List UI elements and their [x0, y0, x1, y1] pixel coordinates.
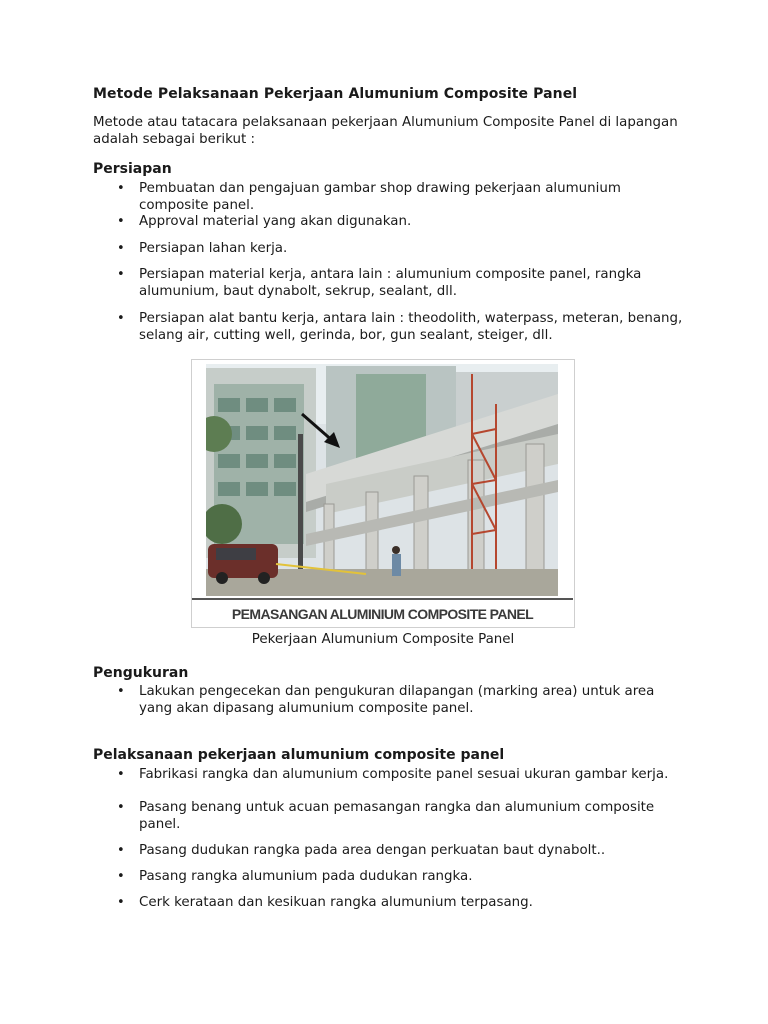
- list-item: [93, 213, 411, 230]
- list-item-text: Pasang benang untuk acuan pemasangan rangka dan alumunium composite panel.: [139, 800, 655, 832]
- bullet-icon: •: [117, 895, 125, 910]
- construction-photo: [206, 364, 558, 596]
- bullet-icon: •: [117, 869, 125, 884]
- list-item-text: Pasang dudukan rangka pada area dengan perkuatan baut dynabolt..: [139, 843, 606, 858]
- list-item: [93, 683, 683, 717]
- list-item-text: Persiapan lahan kerja.: [139, 241, 288, 256]
- list-item-text: Lakukan pengecekan dan pengukuran dilapangan (marking area) untuk area yang akan dipasang alumunium composite panel.: [139, 684, 655, 716]
- heading-pengukuran: Pengukuran: [93, 665, 189, 681]
- bullet-icon: •: [117, 767, 125, 782]
- list-item-text: Cerk kerataan dan kesikuan rangka alumunium terpasang.: [139, 895, 533, 910]
- photo-label: PEMASANGAN ALUMINIUM COMPOSITE PANEL: [192, 598, 573, 628]
- list-item-text: Persiapan alat bantu kerja, antara lain : theodolith, waterpass, meteran, benang, selang air, cutting well, gerinda, bor, gun sealant, steiger, dll.: [139, 311, 683, 343]
- intro-paragraph: Metode atau tatacara pelaksanaan pekerjaan Alumunium Composite Panel di lapangan adalah sebagai berikut :: [93, 115, 678, 147]
- construction-photo-drawing: [206, 364, 558, 596]
- list-item: [93, 868, 473, 885]
- list-item: [93, 842, 605, 859]
- heading-pelaksanaan: Pelaksanaan pekerjaan alumunium composite panel: [93, 747, 505, 763]
- document-title: Metode Pelaksanaan Pekerjaan Alumunium Composite Panel: [93, 86, 578, 102]
- list-item-text: Pasang rangka alumunium pada dudukan rangka.: [139, 869, 473, 884]
- bullet-icon: •: [117, 800, 125, 815]
- list-item: [93, 310, 683, 344]
- list-item-text: Fabrikasi rangka dan alumunium composite panel sesuai ukuran gambar kerja.: [139, 767, 669, 782]
- bullet-icon: •: [117, 684, 125, 699]
- bullet-icon: •: [117, 214, 125, 229]
- list-item-text: Persiapan material kerja, antara lain : alumunium composite panel, rangka alumunium, baut dynabolt, sekrup, sealant, dll.: [139, 267, 642, 299]
- list-item: [93, 266, 683, 300]
- bullet-icon: •: [117, 843, 125, 858]
- bullet-icon: •: [117, 241, 125, 256]
- figure-caption: Pekerjaan Alumunium Composite Panel: [251, 632, 515, 647]
- heading-persiapan: Persiapan: [93, 161, 172, 177]
- list-item-text: Approval material yang akan digunakan.: [139, 214, 412, 229]
- bullet-icon: •: [117, 181, 125, 196]
- list-item: [93, 799, 683, 833]
- bullet-icon: •: [117, 311, 125, 326]
- list-item: [93, 894, 533, 911]
- list-item: [93, 180, 683, 214]
- list-item-text: Pembuatan dan pengajuan gambar shop drawing pekerjaan alumunium composite panel.: [139, 181, 621, 213]
- bullet-icon: •: [117, 267, 125, 282]
- list-item: [93, 766, 668, 783]
- list-item: [93, 240, 287, 257]
